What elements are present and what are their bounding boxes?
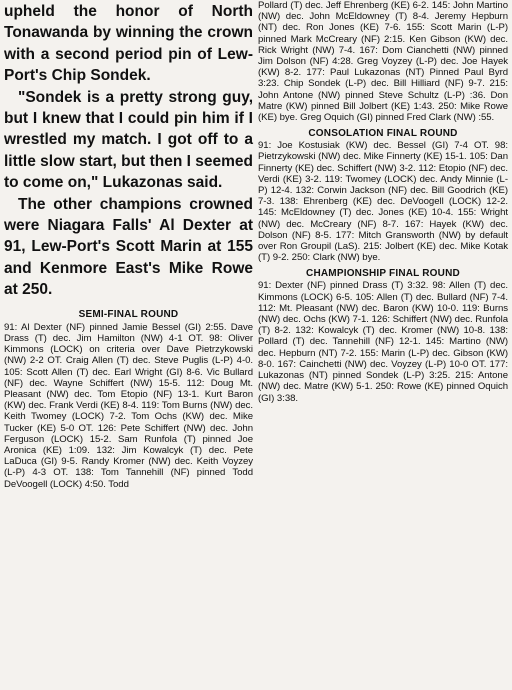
article-paragraph-2: "Sondek is a pretty strong guy, but I knew that I could pin him if I wrestled my match. I got off to a little slow start, but then I seemed to come on," Lukazonas said. bbox=[4, 88, 253, 192]
semi-final-results: 91: Al Dexter (NF) pinned Jamie Bessel (GI) 2:55. Dave Drass (T) dec. Jim Hamilton (NW) 4-1 OT. 98: Oliver Kimmons (LOCK) on criteria over Dave Pietrzykowski (NW) 2-2 OT. Craig Allen (T) dec. Steve Puglis (L-P) 4-0. 105: Scott Allen (T) dec. Earl Wright (GI) 8-6. Vic Bullard (NF) dec. Wayne Schiffert (NW) 15-5. 112: Doug Mt. Pleasant (NW) dec. Tom Etopio (NF) 13-1. Kurt Baron (KW) dec. Frank Verdi (KE) 8-4. 119: Tom Burns (NW) dec. Keith Twomey (LOCK) 7-2. Tom Ochs (KW) dec. Mike Tucker (KE) 5-0 OT. 126: Pete Schiffert (NW) dec. John Ferguson (LOCK) 15-2. Sam Runfola (T) pinned Joe Aronica (KE) 1:09. 132: Jim Kowalcyk (T) dec. Pete LaDuca (GI) 9-5. Randy Kromer (NW) dec. Keith Voyzey (L-P) 4-3 OT. 138: Tom Tannehill (NF) pinned Todd DeVoogell (LOCK) 4:50. Todd bbox=[4, 321, 253, 490]
consolation-heading: CONSOLATION FINAL ROUND bbox=[308, 128, 458, 140]
consolation-results: 91: Joe Kostusiak (KW) dec. Bessel (GI) 7-4 OT. 98: Pietrzykowski (NW) dec. Mike Finnerty (KE) 15-1. 105: Dan Finnerty (KE) dec. Schiffert (NW) 3-2. 112: Etopio (NF) dec. Verdi (KE) 3-2. 119: Twomey (LOCK) dec. Andy Minnie (L-P) 12-4. 132: Corwin Jackson (NF) dec. Bill Goodrich (KE) 7-3. 138: Ehrenberg (KE) dec. DeVoogell (LOCK) 12-2. 145: McEldowney (T) dec. Jones (KE) 10-4. 155: Wright (NW) dec. McCreary (NF) 8-7. 167: Hayek (KW) dec. Dolson (NF) 8-5. 177: Mitch Gransworth (NW) by default over Ron Groupil (LaS). 215: Jolbert (KE) dec. Mike Kotak (T) 9-2. 250: Clark (NW) bye. bbox=[258, 140, 508, 264]
championship-results: 91: Dexter (NF) pinned Drass (T) 3:32. 98: Allen (T) dec. Kimmons (LOCK) 6-5. 105: Allen (T) dec. Bullard (NF) 7-4. 112: Mt. Pleasant (NW) dec. Baron (KW) 10-0. 119: Burns (NW) dec. Ochs (KW) 7-1. 126: Schiffert (NW) dec. Runfola (T) 8-2. 132: Kowalcyk (T) dec. Kromer (NW) 10-8. 138: Pollard (T) dec. Tannehill (NF) 12-1. 145: Martino (NW) dec. Hepburn (NT) 7-2. 155: Marin (L-P) dec. Gibson (KW) 8-0. 167: Cainchetti (NW) dec. Voyzey (L-P) 10-0 OT. 177: Lukazonas (NT) pinned Sondek (L-P) 3:25. 215: Antone (NW) dec. Matre (KW) 5-1. 250: Rowe (KE) pinned Oquich (GI) 3:38. bbox=[258, 280, 508, 404]
right-column bbox=[258, 0, 508, 404]
semi-final-heading: SEMI-FINAL ROUND bbox=[78, 308, 179, 320]
semi-final-results-continued: Pollard (T) dec. Jeff Ehrenberg (KE) 6-2. 145: John Martino (NW) dec. John McEldowney (T) 8-4. Jeremy Hepburn (NT) dec. Ron Jones (KE) 7-6. 155: Scott Marin (L-P) pinned Mark McCreary (NF) 2:15. Ken Gibson (KW) dec. Rick Wright (NW) 7-4. 167: Dom Cianchetti (NW) pinned Jim Dolson (NF) 4:28. Greg Voyzey (L-P) dec. Joe Hayek (KW) 8-2. 177: Paul Lukazonas (NT) Pinned Paul Byrd 3:23. Chip Sondek (L-P) dec. Bill Hilliard (NF) 9-7. 215: John Antone (NW) pinned Steve Schultz (L-P) :36. Don Matre (KW) pinned Bill Jolbert (KE) 1:43. 250: Mike Rowe (KE) bye. Greg Oquich (GI) pinned Fred Clark (NW) :55. bbox=[258, 0, 508, 124]
article-paragraph-3: The other champions crowned were Niagara Falls' Al Dexter at 91, Lew-Port's Scott Marin at 155 and Kenmore East's Mike Rowe at 250. bbox=[4, 195, 253, 299]
championship-heading: CHAMPIONSHIP FINAL ROUND bbox=[306, 268, 460, 280]
left-column bbox=[4, 0, 253, 490]
article-paragraph-1: upheld the honor of North Tonawanda by winning the crown with a second period pin of Lew-Port's Chip Sondek. bbox=[4, 3, 253, 85]
